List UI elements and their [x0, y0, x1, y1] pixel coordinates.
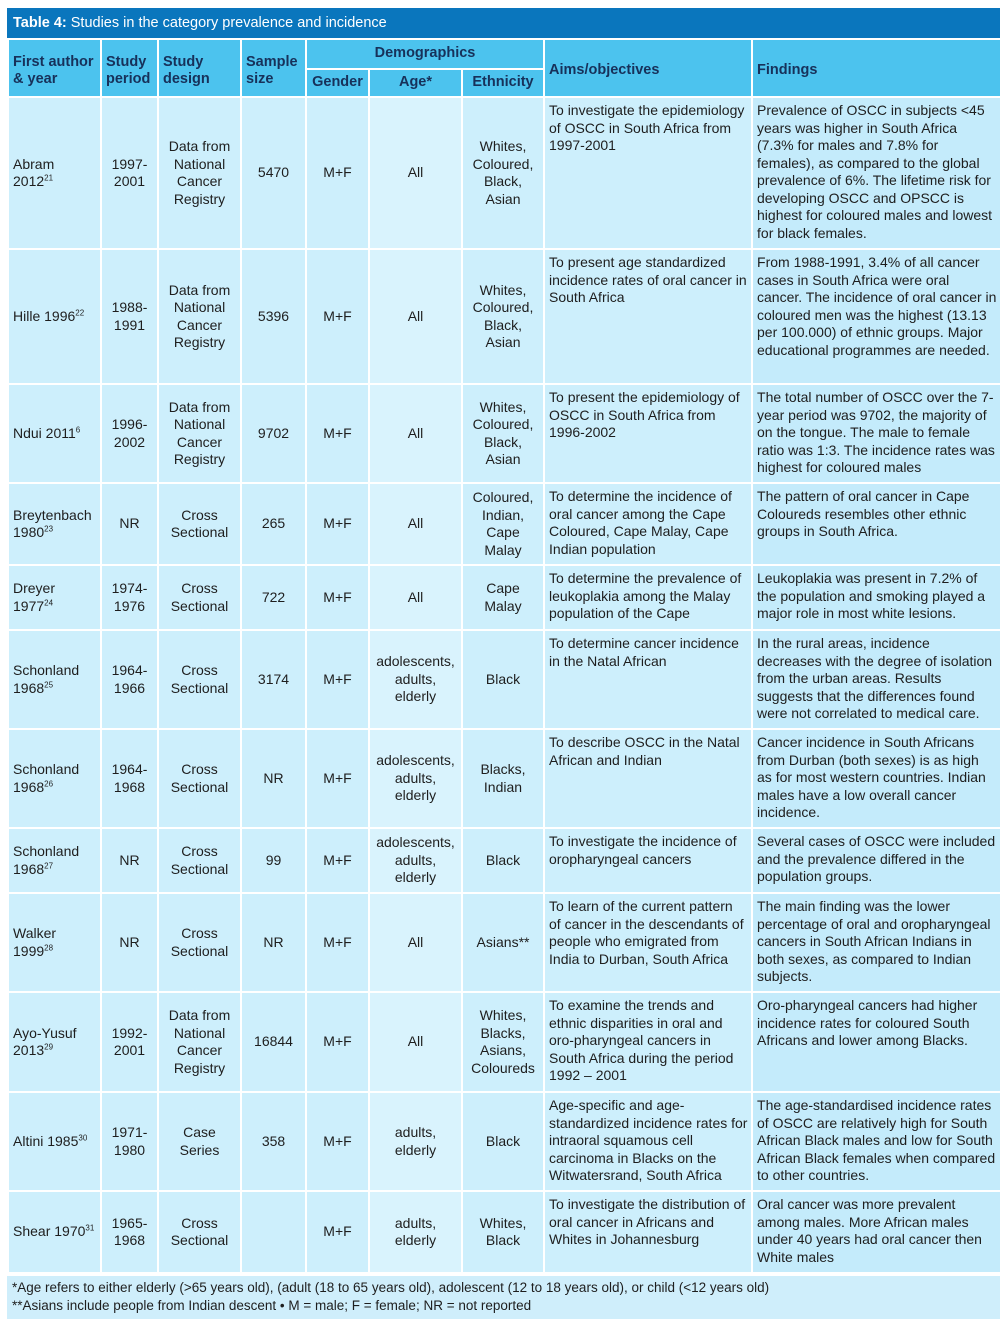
aims-text: To describe OSCC in the Natal African and Indian	[549, 734, 740, 768]
cell-design	[158, 483, 241, 565]
cell-ethnicity	[462, 483, 544, 565]
cell-age	[369, 483, 462, 565]
reference-number: 21	[44, 173, 54, 183]
cell-findings	[752, 729, 1001, 828]
cell-design	[158, 828, 241, 893]
period-text: 1971-1980	[111, 1124, 148, 1158]
cell-sample	[241, 893, 306, 992]
cell-findings	[752, 384, 1001, 483]
age-text: adolescents, adults, elderly	[376, 752, 455, 804]
cell-findings	[752, 249, 1001, 384]
cell-period	[101, 1092, 158, 1191]
cell-age	[369, 565, 462, 630]
cell-aims	[544, 97, 752, 249]
aims-text: To determine cancer incidence in the Natal African	[549, 635, 739, 669]
age-text: All	[407, 933, 424, 950]
author-text: Schonland 1968	[13, 662, 80, 696]
period-text: 1964-1968	[111, 761, 148, 795]
findings-text: The main finding was the lower percentage of oral and oropharyngeal cancers in South African Indians in both sexes, as compared to Indian subjects.	[757, 898, 991, 984]
sample-text: NR	[263, 769, 284, 786]
cell-period	[101, 483, 158, 565]
gender-text: M+F	[323, 1132, 352, 1149]
cell-aims	[544, 1092, 752, 1191]
age-text: All	[407, 424, 424, 441]
aims-text: To determine the prevalence of leukoplakia among the Malay population of the Cape	[549, 570, 742, 621]
age-text: adults, elderly	[394, 1214, 437, 1248]
ethnicity-text: Whites, Coloured, Black, Asian	[472, 138, 534, 207]
table-row	[8, 729, 1001, 828]
cell-period	[101, 384, 158, 483]
cell-gender	[306, 483, 369, 565]
header-author: First author & year	[8, 39, 101, 97]
ethnicity-text: Black	[485, 1132, 521, 1149]
table-row	[8, 1092, 1001, 1191]
header-sample: Sample size	[241, 39, 306, 97]
design-text: Data from National Cancer Registry	[168, 281, 231, 350]
cell-design	[158, 97, 241, 249]
sample-text: 3174	[257, 670, 290, 687]
cell-ethnicity	[462, 893, 544, 992]
cell-author	[8, 1191, 101, 1273]
cell-period	[101, 729, 158, 828]
cell-gender	[306, 992, 369, 1092]
table-row	[8, 630, 1001, 729]
aims-text: Age-specific and age-standardized incidence rates for intraoral squamous cell carcinoma in Blacks on the Witwatersrand, South Africa	[549, 1097, 748, 1183]
design-text: Cross Sectional	[170, 580, 229, 614]
period-text: 1988-1991	[111, 299, 148, 333]
sample-text: 722	[261, 588, 286, 605]
sample-text: 16844	[254, 1033, 293, 1050]
sample-text: NR	[263, 933, 284, 950]
cell-gender	[306, 893, 369, 992]
cell-age	[369, 249, 462, 384]
period-text: 1992-2001	[111, 1024, 148, 1058]
cell-findings	[752, 1191, 1001, 1273]
ethnicity-text: Whites, Coloured, Black, Asian	[472, 281, 534, 350]
cell-sample	[241, 992, 306, 1092]
table-row	[8, 97, 1001, 249]
aims-text: To present age standardized incidence rates of oral cancer in South Africa	[549, 254, 747, 305]
author-text: Ayo-Yusuf 2013	[13, 1024, 77, 1058]
aims-text: To investigate the distribution of oral cancer in Africans and Whites in Johannesburg	[549, 1196, 746, 1247]
cell-ethnicity	[462, 992, 544, 1092]
cell-gender	[306, 249, 369, 384]
cell-aims	[544, 729, 752, 828]
study-table-figure	[7, 8, 1000, 1319]
age-text: adults, elderly	[394, 1124, 437, 1158]
cell-ethnicity	[462, 97, 544, 249]
cell-sample	[241, 565, 306, 630]
design-text: Data from National Cancer Registry	[168, 1007, 231, 1076]
author-text: Ndui 2011	[13, 424, 76, 441]
ethnicity-text: Blacks, Indian	[480, 761, 526, 795]
findings-text: Oro-pharyngeal cancers had higher incidence rates for coloured South Africans and lower among Blacks.	[757, 997, 978, 1048]
cell-aims	[544, 630, 752, 729]
table-row	[8, 828, 1001, 893]
cell-sample	[241, 97, 306, 249]
cell-ethnicity	[462, 384, 544, 483]
age-text: All	[407, 588, 424, 605]
cell-design	[158, 384, 241, 483]
cell-age	[369, 97, 462, 249]
cell-sample	[241, 1092, 306, 1191]
cell-age	[369, 828, 462, 893]
studies-table	[7, 38, 1002, 1274]
header-gender: Gender	[306, 69, 369, 97]
cell-ethnicity	[462, 828, 544, 893]
header-ethnicity: Ethnicity	[462, 69, 544, 97]
table-row	[8, 249, 1001, 384]
cell-age	[369, 1191, 462, 1273]
ethnicity-text: Asians**	[476, 933, 530, 950]
cell-age	[369, 630, 462, 729]
age-text: adolescents, adults, elderly	[376, 834, 455, 886]
gender-text: M+F	[323, 588, 352, 605]
cell-aims	[544, 249, 752, 384]
findings-text: Several cases of OSCC were included and the prevalence differed in the population groups.	[757, 833, 996, 884]
cell-design	[158, 565, 241, 630]
cell-gender	[306, 1191, 369, 1273]
sample-text: 358	[261, 1132, 286, 1149]
findings-text: Cancer incidence in South Africans from Durban (both sexes) is as high as for most western countries. Indian males have a low overall cancer incidence.	[757, 734, 986, 820]
cell-findings	[752, 893, 1001, 992]
age-text: All	[407, 307, 424, 324]
author-text: Walker 1999	[13, 925, 57, 959]
cell-sample	[241, 384, 306, 483]
design-text: Data from National Cancer Registry	[168, 398, 231, 467]
sample-text: 5396	[257, 307, 290, 324]
cell-period	[101, 992, 158, 1092]
cell-author	[8, 1092, 101, 1191]
reference-number: 30	[78, 1133, 88, 1143]
sample-text: 265	[261, 515, 286, 532]
reference-number: 26	[44, 778, 54, 788]
cell-period	[101, 1191, 158, 1273]
cell-age	[369, 893, 462, 992]
cell-gender	[306, 565, 369, 630]
design-text: Cross Sectional	[170, 1214, 229, 1248]
findings-text: The total number of OSCC over the 7-year period was 9702, the majority of on the tongue. The male to female ratio was 1:3. The incidence rates was highest for coloured males	[757, 389, 995, 475]
period-text: 1964-1966	[111, 662, 148, 696]
aims-text: To investigate the epidemiology of OSCC in South Africa from 1997-2001	[549, 102, 745, 153]
aims-text: To determine the incidence of oral cancer among the Cape Coloured, Cape Malay, Cape Indian population	[549, 488, 732, 557]
cell-aims	[544, 384, 752, 483]
cell-age	[369, 992, 462, 1092]
cell-ethnicity	[462, 1191, 544, 1273]
ethnicity-text: Black	[485, 670, 521, 687]
cell-author	[8, 893, 101, 992]
age-text: adolescents, adults, elderly	[376, 653, 455, 705]
table-footnotes	[7, 1274, 1000, 1319]
age-text: All	[407, 164, 424, 181]
table-title	[7, 8, 1000, 38]
author-text: Schonland 1968	[13, 761, 80, 795]
ethnicity-text: Coloured, Indian, Cape Malay	[472, 489, 534, 558]
cell-findings	[752, 565, 1001, 630]
period-text: 1974-1976	[111, 580, 148, 614]
cell-design	[158, 992, 241, 1092]
findings-text: The age-standardised incidence rates of OSCC are relatively high for South African Black males and low for South African Black females when compared to other countries.	[757, 1097, 996, 1183]
cell-design	[158, 729, 241, 828]
cell-author	[8, 992, 101, 1092]
period-text: 1965-1968	[111, 1214, 148, 1248]
table-row	[8, 893, 1001, 992]
cell-age	[369, 729, 462, 828]
table-title-label: Table 4:	[13, 15, 67, 31]
cell-author	[8, 483, 101, 565]
ethnicity-text: Whites, Black	[479, 1214, 527, 1248]
cell-author	[8, 249, 101, 384]
table-row	[8, 992, 1001, 1092]
cell-aims	[544, 565, 752, 630]
cell-age	[369, 384, 462, 483]
cell-gender	[306, 729, 369, 828]
cell-design	[158, 1092, 241, 1191]
cell-sample	[241, 249, 306, 384]
footnote-age: *Age refers to either elderly (>65 years old), (adult (18 to 65 years old), adolescent (12 to 18 years old), or child (<12 years old)	[12, 1280, 770, 1295]
header-demographics: Demographics	[306, 39, 544, 69]
cell-findings	[752, 97, 1001, 249]
reference-number: 29	[44, 1042, 54, 1052]
cell-period	[101, 828, 158, 893]
cell-ethnicity	[462, 729, 544, 828]
header-period: Study period	[101, 39, 158, 97]
cell-ethnicity	[462, 565, 544, 630]
period-text: NR	[119, 851, 140, 868]
cell-findings	[752, 483, 1001, 565]
table-row	[8, 483, 1001, 565]
cell-design	[158, 893, 241, 992]
gender-text: M+F	[323, 851, 352, 868]
cell-aims	[544, 992, 752, 1092]
gender-text: M+F	[323, 1033, 352, 1050]
cell-author	[8, 729, 101, 828]
table-row	[8, 384, 1001, 483]
cell-period	[101, 630, 158, 729]
cell-findings	[752, 992, 1001, 1092]
header-design: Study design	[158, 39, 241, 97]
cell-findings	[752, 828, 1001, 893]
header-age: Age*	[369, 69, 462, 97]
reference-number: 28	[44, 942, 54, 952]
period-text: NR	[119, 515, 140, 532]
design-text: Data from National Cancer Registry	[168, 138, 231, 207]
table-row	[8, 1191, 1001, 1273]
cell-author	[8, 630, 101, 729]
author-text: Shear 1970	[13, 1223, 86, 1240]
table-title-text: Studies in the category prevalence and incidence	[66, 15, 387, 31]
cell-sample	[241, 828, 306, 893]
gender-text: M+F	[323, 307, 352, 324]
author-text: Dreyer 1977	[13, 580, 56, 614]
reference-number: 27	[44, 860, 54, 870]
findings-text: Leukoplakia was present in 7.2% of the population and smoking played a major role in most white lesions.	[757, 570, 986, 621]
cell-author	[8, 828, 101, 893]
design-text: Cross Sectional	[170, 761, 229, 795]
gender-text: M+F	[323, 424, 352, 441]
cell-ethnicity	[462, 630, 544, 729]
author-text: Breytenbach 1980	[13, 506, 92, 540]
design-text: Cross Sectional	[170, 506, 229, 540]
cell-sample	[241, 1191, 306, 1273]
reference-number: 25	[44, 679, 54, 689]
cell-gender	[306, 1092, 369, 1191]
cell-gender	[306, 384, 369, 483]
period-text: NR	[119, 933, 140, 950]
cell-aims	[544, 828, 752, 893]
gender-text: M+F	[323, 1223, 352, 1240]
design-text: Cross Sectional	[170, 662, 229, 696]
author-text: Hille 1996	[13, 307, 76, 324]
cell-period	[101, 97, 158, 249]
author-text: Abram 2012	[13, 155, 55, 189]
age-text: All	[407, 515, 424, 532]
author-text: Altini 1985	[13, 1132, 79, 1149]
cell-aims	[544, 1191, 752, 1273]
period-text: 1997-2001	[111, 155, 148, 189]
reference-number: 22	[75, 308, 85, 318]
cell-ethnicity	[462, 249, 544, 384]
ethnicity-text: Whites, Coloured, Black, Asian	[472, 398, 534, 467]
cell-author	[8, 97, 101, 249]
cell-ethnicity	[462, 1092, 544, 1191]
cell-sample	[241, 630, 306, 729]
design-text: Cross Sectional	[170, 843, 229, 877]
cell-gender	[306, 97, 369, 249]
author-text: Schonland 1968	[13, 843, 80, 877]
cell-author	[8, 565, 101, 630]
cell-findings	[752, 630, 1001, 729]
cell-aims	[544, 893, 752, 992]
aims-text: To learn of the current pattern of cancer in the descendants of people who emigrated from India to Durban, South Africa	[549, 898, 744, 967]
cell-period	[101, 565, 158, 630]
findings-text: Oral cancer was more prevalent among males. More African males under 40 years had oral cancer then White males	[757, 1196, 982, 1265]
gender-text: M+F	[323, 670, 352, 687]
reference-number: 6	[75, 425, 81, 435]
gender-text: M+F	[323, 515, 352, 532]
cell-design	[158, 1191, 241, 1273]
gender-text: M+F	[323, 769, 352, 786]
aims-text: To investigate the incidence of oropharyngeal cancers	[549, 833, 737, 867]
gender-text: M+F	[323, 164, 352, 181]
footnote-abbreviations: **Asians include people from Indian descent • M = male; F = female; NR = not reported	[12, 1298, 532, 1313]
gender-text: M+F	[323, 933, 352, 950]
design-text: Case Series	[179, 1124, 220, 1158]
aims-text: To present the epidemiology of OSCC in South Africa from 1996-2002	[549, 389, 740, 440]
cell-design	[158, 630, 241, 729]
cell-sample	[241, 729, 306, 828]
cell-author	[8, 384, 101, 483]
cell-aims	[544, 483, 752, 565]
header-aims: Aims/objectives	[544, 39, 752, 97]
cell-gender	[306, 630, 369, 729]
cell-findings	[752, 1092, 1001, 1191]
period-text: 1996-2002	[111, 416, 148, 450]
reference-number: 31	[85, 1223, 95, 1233]
sample-text: 5470	[257, 164, 290, 181]
ethnicity-text: Black	[485, 851, 521, 868]
findings-text: The pattern of oral cancer in Cape Coloureds resembles other ethnic groups in South Africa.	[757, 488, 970, 539]
findings-text: In the rural areas, incidence decreases with the degree of isolation from the urban areas. Results suggests that the differences found were not correlated to medical care.	[757, 635, 993, 721]
sample-text: 9702	[257, 424, 290, 441]
sample-text: 99	[265, 851, 282, 868]
age-text: All	[407, 1033, 424, 1050]
reference-number: 24	[44, 597, 54, 607]
cell-sample	[241, 483, 306, 565]
aims-text: To examine the trends and ethnic disparities in oral and oro-pharyngeal cancers in South Africa during the period 1992 – 2001	[549, 997, 734, 1083]
findings-text: From 1988-1991, 3.4% of all cancer cases in South Africa were oral cancer. The incidence of oral cancer in coloured men was the highest (13.13 per 100.000) of ethnic groups. Major educational programmes are needed.	[757, 254, 997, 358]
cell-gender	[306, 828, 369, 893]
ethnicity-text: Whites, Blacks, Asians, Coloureds	[471, 1007, 535, 1076]
reference-number: 23	[44, 524, 54, 534]
table-row	[8, 565, 1001, 630]
header-findings: Findings	[752, 39, 1001, 97]
cell-period	[101, 893, 158, 992]
cell-age	[369, 1092, 462, 1191]
ethnicity-text: Cape Malay	[484, 580, 522, 614]
findings-text: Prevalence of OSCC in subjects <45 years was higher in South Africa (7.3% for males and 7.8% for females), as compared to the global prevalence of 6%. The lifetime risk for developing OSCC and OPSCC is highest for coloured males and lowest for black females.	[757, 102, 993, 241]
design-text: Cross Sectional	[170, 925, 229, 959]
cell-period	[101, 249, 158, 384]
cell-design	[158, 249, 241, 384]
